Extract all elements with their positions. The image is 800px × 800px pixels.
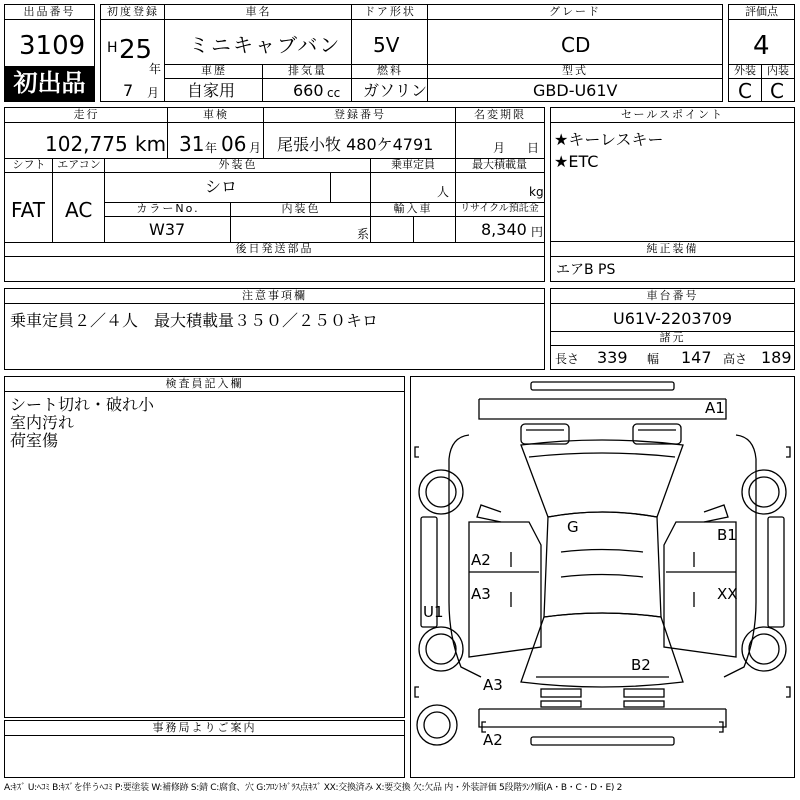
reg-number-label: 登録番号 [264, 108, 456, 123]
ext-color-label: 外装色 [105, 158, 371, 173]
height-value: 189 [761, 348, 792, 367]
mark-a3-bottom: A3 [483, 676, 503, 694]
car-diagram [411, 377, 794, 777]
color-no-value: W37 [149, 220, 186, 239]
mark-a3-left: A3 [471, 585, 491, 603]
inspector-box [4, 376, 405, 718]
header-main-box [100, 4, 723, 102]
recycle-value: 8,340 [481, 220, 527, 239]
score-label: 評価点 [729, 5, 794, 20]
model-code-label: 型式 [428, 64, 722, 79]
specs-label: 諸元 [551, 331, 794, 346]
genuine-equip-label: 純正装備 [551, 242, 794, 257]
inspection-year-unit: 年 [205, 141, 218, 155]
score-box [728, 4, 795, 102]
mark-a1: A1 [705, 399, 725, 417]
max-load-label: 最大積載量 [455, 158, 544, 173]
capacity-unit: 人 [437, 185, 450, 199]
history-label: 車歴 [165, 64, 263, 79]
era-letter: H [107, 40, 118, 56]
color-no-label: カラーNo. [105, 202, 231, 217]
ac-label: エアコン [53, 158, 105, 173]
name-change-label: 名変期限 [456, 108, 544, 123]
interior-value: C [770, 79, 784, 103]
car-diagram-box [410, 376, 795, 778]
vehicle-details-box [4, 107, 545, 282]
sales-points-label: セールスポイント [551, 108, 794, 123]
mark-b2: B2 [631, 656, 651, 674]
displacement-value: 660 [293, 81, 324, 100]
caution-text: 乗車定員２／４人 最大積載量３５０／２５０キロ [10, 311, 379, 330]
mark-a2-left: A2 [471, 551, 491, 569]
mark-a2-bottom: A2 [483, 731, 503, 749]
lot-number: 3109 [19, 31, 86, 61]
door-label: ドア形状 [352, 5, 428, 20]
max-load-unit: kg [529, 185, 544, 199]
interior-label: 内装 [762, 64, 794, 79]
chassis-value: U61V-2203709 [613, 309, 733, 328]
shift-value: FAT [11, 198, 46, 222]
chassis-box [550, 288, 795, 370]
mark-u1: U1 [423, 603, 444, 621]
chassis-label: 車台番号 [551, 289, 794, 304]
recycle-unit: 円 [531, 225, 544, 239]
history-value: 自家用 [187, 81, 236, 100]
legend-text: A:ｷｽﾞ U:ﾍｺﾐ B:ｷｽﾞを伴うﾍｺﾐ P:要塗装 W:補修跡 S:錆 C:腐食、穴 G:ﾌﾛﾝﾄｶﾞﾗｽ点ｷｽﾞ XX:交換済み X:要交換 欠:欠品 内・外装評価 5段階ﾗﾝｸ順(A・B・C・D・E) 2 [4, 783, 623, 793]
first-listing-badge: 初出品 [5, 66, 94, 101]
lot-number-label: 出品番号 [5, 5, 94, 20]
mileage-unit: km [135, 132, 167, 156]
car-name: ミニキャブバン [189, 33, 342, 57]
mark-g: G [567, 518, 579, 536]
inspector-line-3: 荷室傷 [10, 431, 59, 450]
inspector-line-2: 室内汚れ [10, 413, 75, 432]
inspection-month: 06 [221, 132, 247, 156]
mileage-label: 走行 [5, 108, 168, 123]
width-value: 147 [681, 348, 712, 367]
sales-point-2: ★ETC [554, 152, 599, 171]
genuine-equip-box [550, 241, 795, 282]
length-value: 339 [597, 348, 628, 367]
inspection-month-unit: 月 [249, 141, 262, 155]
name-change-month-unit: 月 [493, 141, 506, 155]
fuel-label: 燃料 [352, 64, 428, 79]
genuine-equip-value: エアB PS [556, 262, 616, 278]
inspector-line-1: シート切れ・破れ小 [10, 395, 155, 414]
grade-value: CD [561, 33, 591, 57]
caution-box [4, 288, 545, 370]
fuel-value: ガソリン [363, 81, 428, 100]
first-reg-year-unit: 年 [149, 62, 162, 76]
office-box [4, 720, 405, 778]
shift-label: シフト [5, 158, 53, 173]
inspection-label: 車検 [168, 108, 264, 123]
width-label: 幅 [647, 352, 660, 366]
grade-label: グレード [428, 5, 722, 20]
model-code-value: GBD-U61V [533, 81, 618, 100]
import-label: 輸入車 [371, 202, 455, 217]
mark-b1: B1 [717, 526, 737, 544]
exterior-value: C [738, 79, 752, 103]
height-label: 高さ [723, 352, 748, 366]
ac-value: AC [65, 198, 93, 222]
mark-xx: XX [717, 585, 738, 603]
door-value: 5V [373, 33, 400, 57]
first-reg-month: 7 [123, 81, 134, 100]
reg-number-value: 尾張小牧 480ケ4791 [277, 135, 434, 154]
inspector-label: 検査員記入欄 [5, 377, 404, 392]
first-reg-year: 25 [119, 35, 153, 65]
ext-color-value: シロ [205, 177, 238, 196]
int-color-label: 内装色 [231, 202, 371, 217]
length-label: 長さ [555, 352, 580, 366]
caution-label: 注意事項欄 [5, 289, 544, 304]
displacement-label: 排気量 [263, 64, 352, 79]
capacity-label: 乗車定員 [371, 158, 455, 173]
office-label: 事務局よりご案内 [5, 721, 404, 736]
later-parts-label: 後日発送部品 [5, 242, 544, 257]
score-value: 4 [753, 31, 770, 61]
recycle-label: リサイクル預託金 [455, 202, 544, 217]
first-reg-month-unit: 月 [147, 86, 160, 100]
int-color-unit: 系 [357, 227, 370, 241]
car-name-label: 車名 [165, 5, 352, 20]
first-reg-label: 初度登録 [101, 5, 165, 20]
displacement-unit: cc [327, 86, 341, 100]
exterior-label: 外装 [729, 64, 761, 79]
sales-points-box [550, 107, 795, 242]
name-change-day-unit: 日 [527, 141, 540, 155]
sales-point-1: ★キーレスキー [554, 130, 664, 149]
mileage-value: 102,775 [45, 132, 128, 156]
inspection-year: 31 [179, 132, 205, 156]
